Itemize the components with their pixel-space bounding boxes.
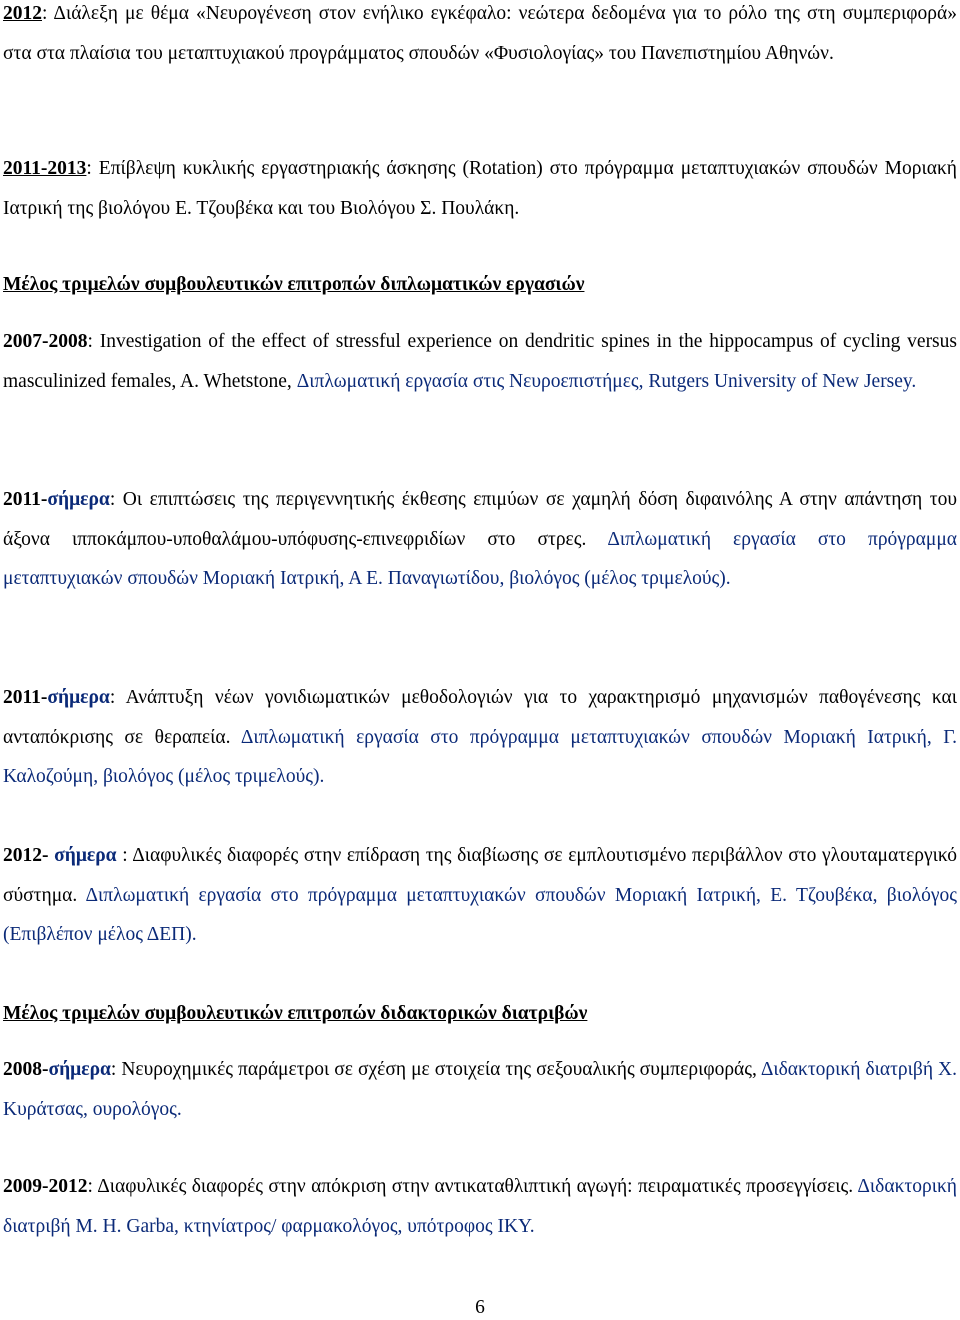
year-label-now: σήμερα (48, 1059, 111, 1080)
year-label: 2007-2008 (3, 331, 88, 352)
item-emphasis: Διπλωματική εργασία στο πρόγραμμα μεταπτυχιακών σπουδών Μοριακή Ιατρική, Ε. Τζουβέκα, βιολόγος (Επιβλέπον μέλος ΔΕΠ). (3, 884, 957, 945)
year-label: 2012- (3, 845, 55, 866)
list-item (3, 322, 957, 401)
item-emphasis: Διπλωματική εργασία στο πρόγραμμα μεταπτυχιακών σπουδών Μοριακή Ιατρική, Γ. Καλοζούμη, βιολόγος (μέλος τριμελούς). (3, 726, 958, 787)
year-label: 2011- (3, 489, 48, 510)
year-label-now: σήμερα (47, 489, 110, 510)
list-item (3, 836, 957, 955)
page-number: 6 (475, 1297, 485, 1318)
year-label: 2009-2012 (3, 1176, 88, 1197)
item-emphasis: Διδακτορική διατριβή Μ. Η. Garba, κτηνίατρος/ φαρμακολόγος, υπότροφος ΙΚΥ. (3, 1176, 957, 1237)
item-text: : Οι επιπτώσεις της περιγεννητικής έκθεσης επιμύων σε χαμηλή δόση διφαινόλης Α στην απάντηση του άξονα ιπποκάμπου-υποθαλάμου-υπόφυσης-επινεφριδίων στο στρες. (3, 489, 957, 550)
list-item (3, 480, 957, 599)
list-item (3, 1050, 957, 1129)
list-item (3, 678, 957, 797)
paragraph-text: : Επίβλεψη κυκλικής εργαστηριακής άσκησης (Rotation) στο πρόγραμμα μεταπτυχιακών σπουδών Μοριακή Ιατρική της βιολόγου Ε. Τζουβέκα και του Βιολόγου Σ. Πουλάκη. (3, 158, 957, 219)
year-label: 2012 (3, 3, 42, 24)
list-item (3, 1167, 957, 1246)
paragraph-text: : Διάλεξη με θέμα «Νευρογένεση στον ενήλικο εγκέφαλο: νεώτερα δεδομένα για το ρόλο της στη συμπεριφορά» στα στα πλαίσια του μεταπτυχιακού προγράμματος σπουδών «Φυσιολογίας» του Πανεπιστημίου Αθηνών. (3, 3, 957, 64)
item-text: : Νευροχημικές παράμετροι σε σχέση με στοιχεία της σεξουαλικής συμπεριφοράς, (110, 1059, 761, 1080)
section-heading-masters-committees: Μέλος τριμελών συμβουλευτικών επιτροπών διπλωματικών εργασιών (3, 274, 585, 295)
year-label: 2011- (3, 687, 48, 708)
item-text: : Investigation of the effect of stressful experience on dendritic spines in the hippocampus of cycling versus masculinized females, A. Whetstone, (3, 331, 957, 392)
paragraph-rotation-2011-2013 (3, 149, 957, 228)
item-text: : Διαφυλικές διαφορές στην επίδραση της διαβίωσης σε εμπλουτισμένο περιβάλλον στο γλουταματεργικό σύστημα. (3, 845, 957, 906)
item-text: : Διαφυλικές διαφορές στην απόκριση στην αντικαταθλιπτική αγωγή: πειραματικές προσεγγίσεις. (87, 1176, 858, 1197)
year-label: 2008- (3, 1059, 49, 1080)
item-emphasis: Διπλωματική εργασία στις Νευροεπιστήμες, Rutgers University of New Jersey. (296, 370, 917, 392)
year-label: 2011-2013 (3, 158, 87, 179)
item-emphasis: Διπλωματική εργασία στο πρόγραμμα μεταπτυχιακών σπουδών Μοριακή Ιατρική, Α Ε. Παναγιωτίδου, βιολόγος (μέλος τριμελούς). (3, 528, 957, 589)
year-label-now: σήμερα (47, 687, 110, 708)
item-emphasis: Διδακτορική διατριβή Χ. Κυράτσας, ουρολόγος. (3, 1059, 957, 1120)
paragraph-lecture-2012 (3, 0, 957, 73)
year-label-now: σήμερα (54, 845, 117, 866)
section-heading-phd-committees: Μέλος τριμελών συμβουλευτικών επιτροπών διδακτορικών διατριβών (3, 1003, 588, 1024)
item-text: : Ανάπτυξη νέων γονιδιωματικών μεθοδολογιών για το χαρακτηρισμό μηχανισμών παθογένεσης και ανταπόκρισης σε θεραπεία. (3, 687, 957, 748)
